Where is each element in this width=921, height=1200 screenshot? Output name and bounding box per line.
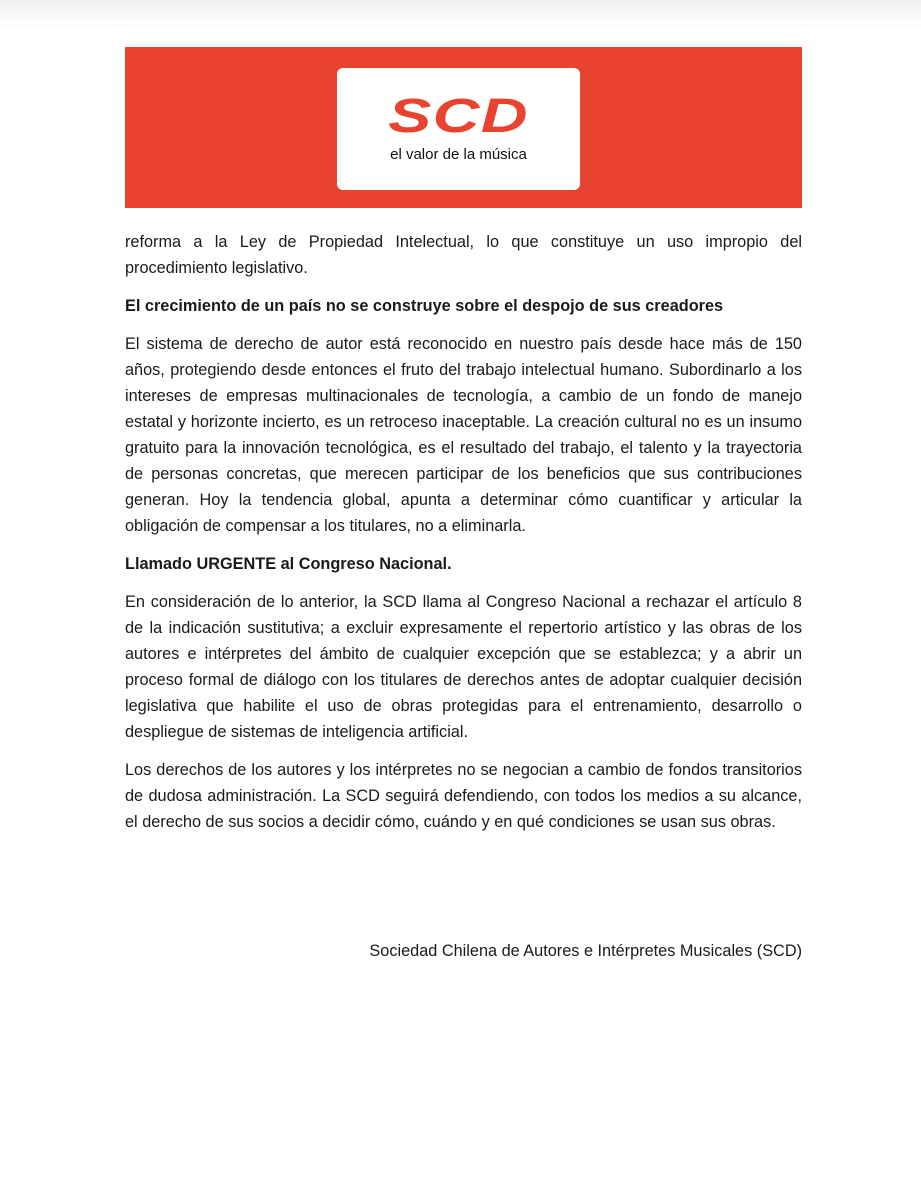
signature: Sociedad Chilena de Autores e Intérpretes Musicales (SCD) <box>369 942 802 960</box>
logo-tagline: el valor de la música <box>390 146 527 163</box>
paragraph-4: Los derechos de los autores y los intérpretes no se negocian a cambio de fondos transitorios de dudosa administración. La SCD seguirá defendiendo, con todos los medios a su alcance, el derecho de sus socios a decidir cómo, cuándo y en qué condiciones se usan sus obras. <box>125 761 802 831</box>
paragraph-2: El sistema de derecho de autor está reconocido en nuestro país desde hace más de 150 años, protegiendo desde entonces el fruto del trabajo intelectual humano. Subordinarlo a los intereses de empresas multinacionales de tecnología, a cambio de un fondo de manejo estatal y horizonte incierto, es un retroceso inaceptable. La creación cultural no es un insumo gratuito para la innovación tecnológica, es el resultado del trabajo, el talento y la trayectoria de personas concretas, que merecen participar de los beneficios que sus contribuciones generan. Hoy la tendencia global, apunta a determinar cómo cuantificar y articular la obligación de compensar a los titulares, no a eliminarla. <box>125 335 802 535</box>
top-shadow <box>0 0 921 30</box>
section-heading-1: El crecimiento de un país no se construye sobre el despojo de sus creadores <box>125 297 724 315</box>
logo-wordmark: SCD <box>388 90 529 143</box>
paragraph-3: En consideración de lo anterior, la SCD llama al Congreso Nacional a rechazar el artículo 8 de la indicación sustitutiva; a excluir expresamente el repertorio artístico y las obras de los autores e intérpretes del ámbito de cualquier excepción que se establezca; y a abrir un proceso formal de diálogo con los titulares de derechos antes de adoptar cualquier decisión legislativa que habilite el uso de obras protegidas para el entrenamiento, desarrollo o despliegue de sistemas de inteligencia artificial. <box>125 593 802 741</box>
scd-logo <box>337 68 580 190</box>
header-banner <box>125 47 802 208</box>
document-body <box>125 229 802 835</box>
section-heading-2: Llamado URGENTE al Congreso Nacional. <box>125 555 452 573</box>
paragraph-1: reforma a la Ley de Propiedad Intelectual, lo que constituye un uso impropio del procedimiento legislativo. <box>125 233 802 277</box>
